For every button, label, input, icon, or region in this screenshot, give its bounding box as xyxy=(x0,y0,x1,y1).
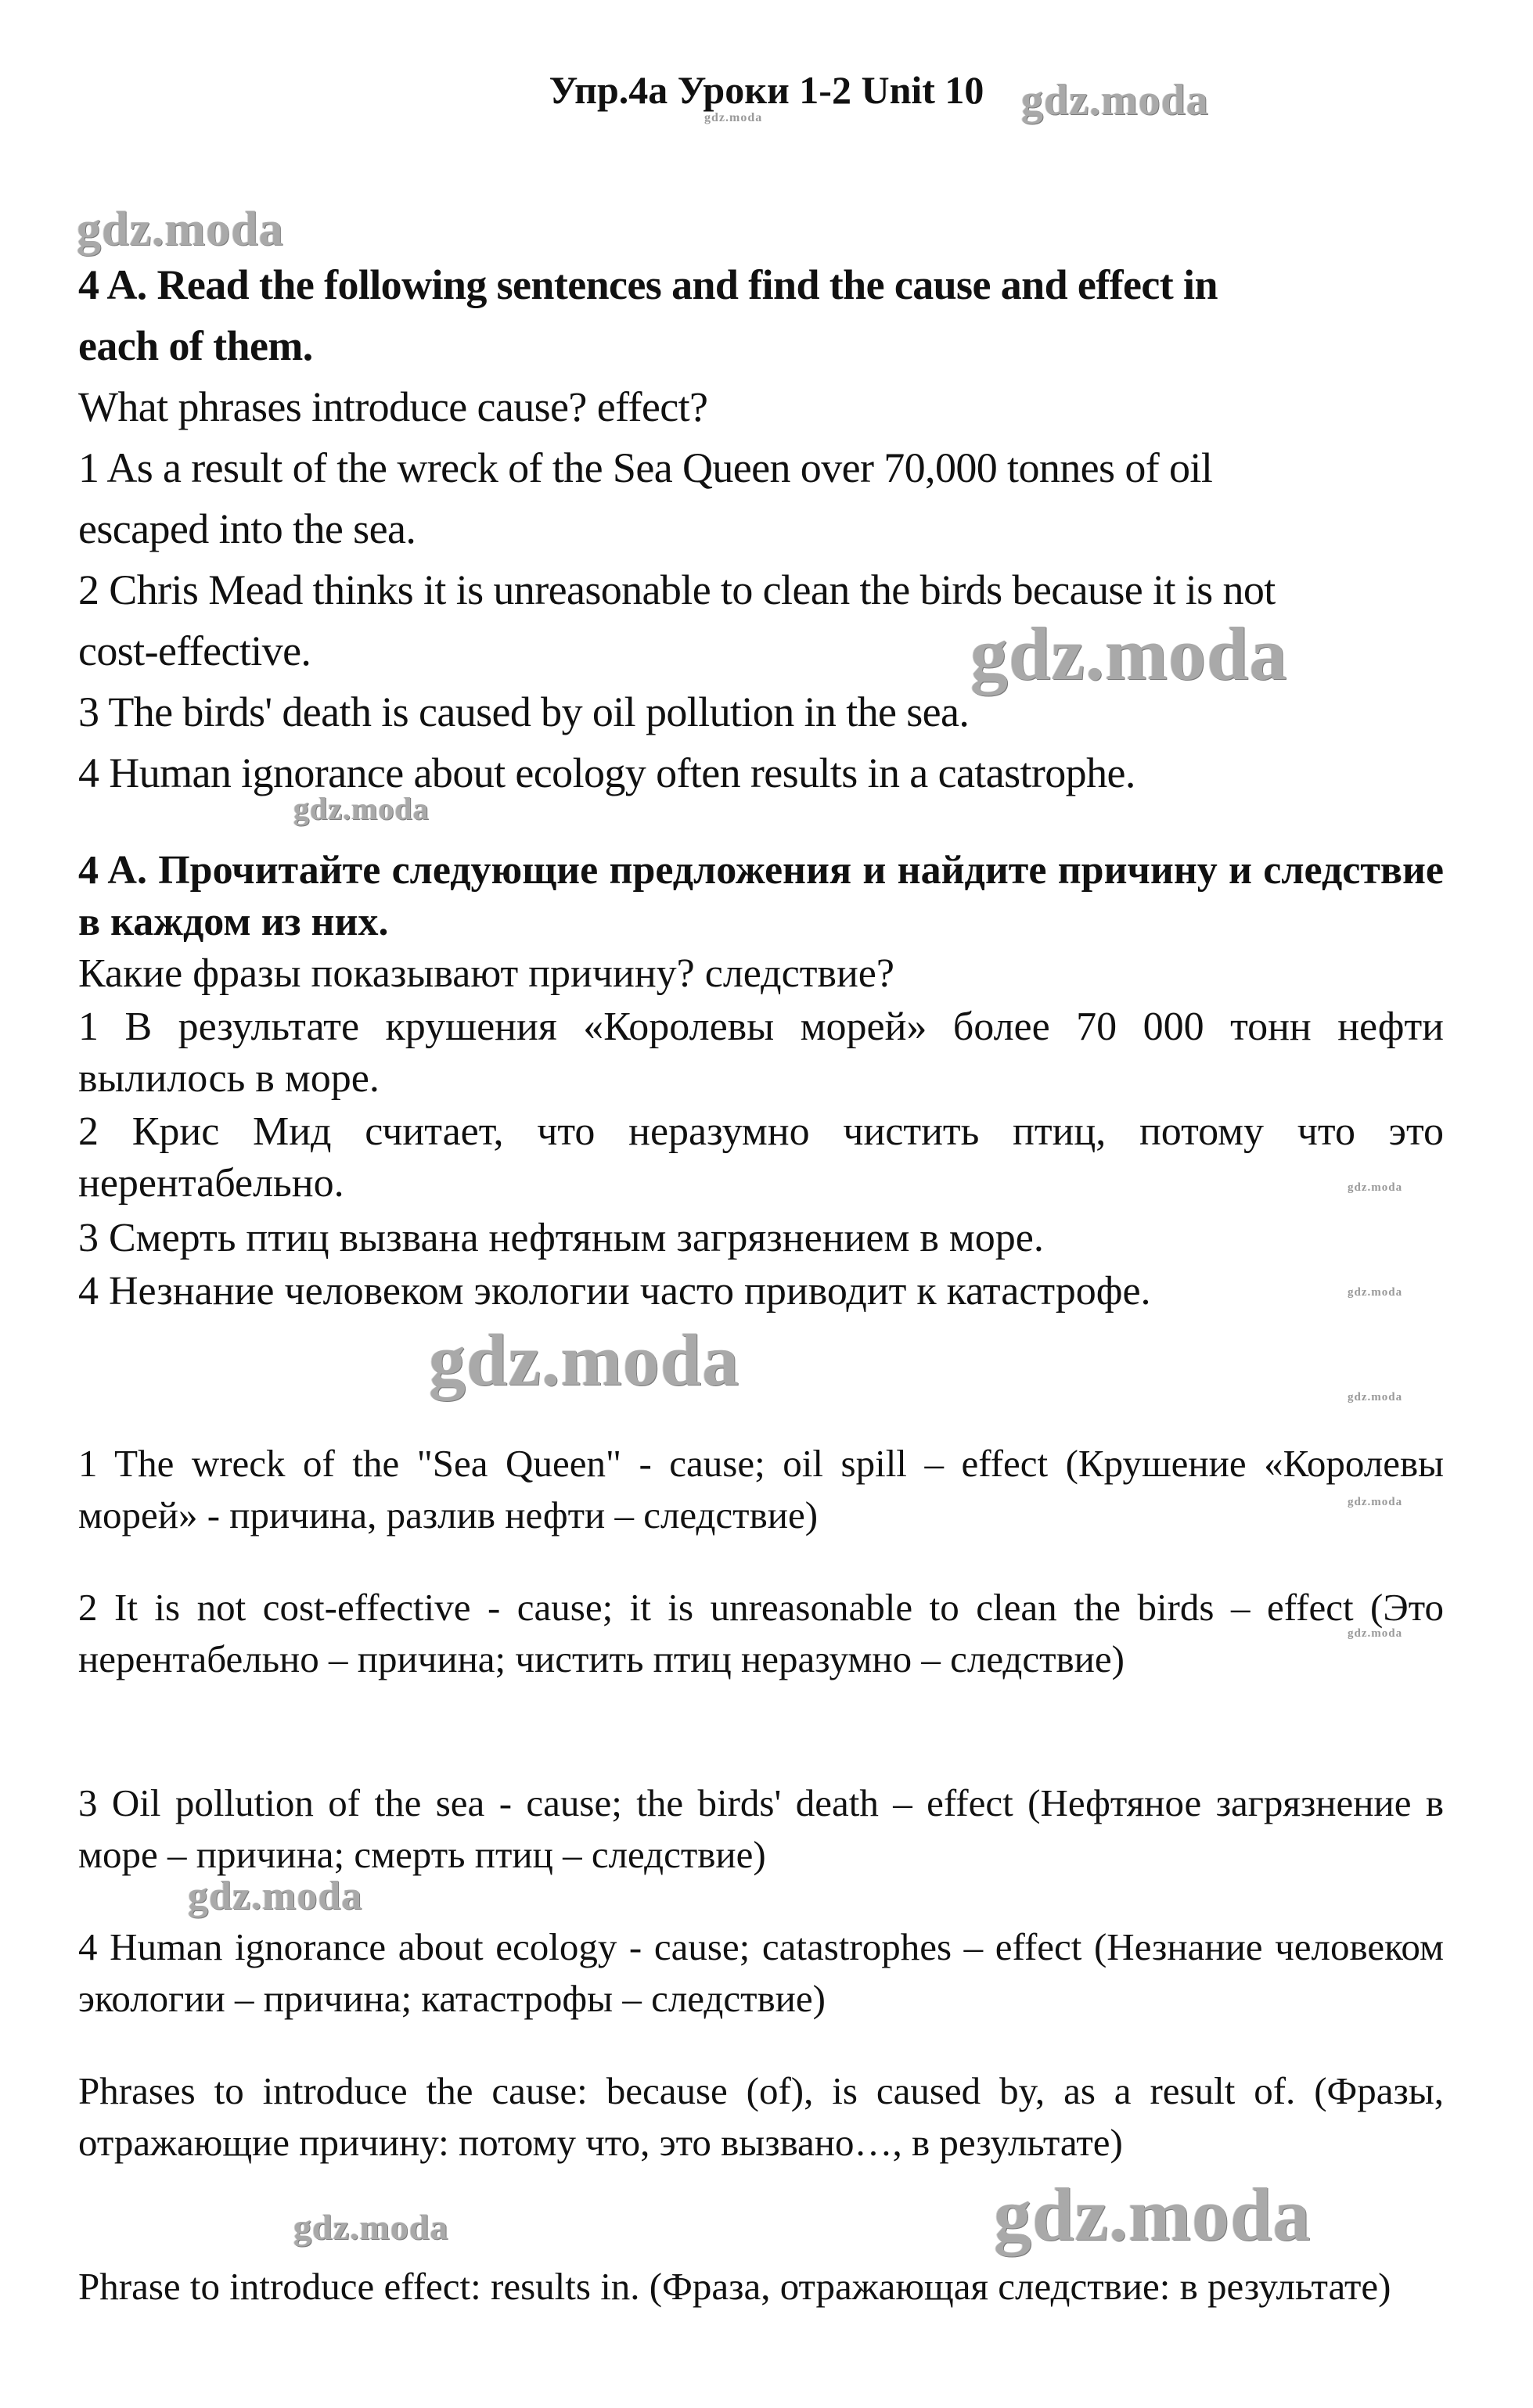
watermark-logo: gdz.moda xyxy=(293,791,430,826)
task-heading-en: 4 A. Read the following sentences and find the cause and effect in xyxy=(78,261,1218,308)
answer-4: 4 Human ignorance about ecology - cause; catastrophes – effect (Незнание человеком экологии – причина; катастрофы – следствие) xyxy=(78,1925,1444,2020)
task-heading-ru: 4 A. Прочитайте следующие предложения и найдите причину и следствие в каждом из них. xyxy=(78,848,1444,944)
watermark-logo: gdz.moda xyxy=(1348,1391,1403,1403)
watermark-logo: gdz.moda xyxy=(77,203,284,256)
sentence-ru-1: 1 В результате крушения «Королевы морей» более 70 000 тонн нефти вылилось в море. xyxy=(78,1005,1444,1101)
answer-2: 2 It is not cost-effective - cause; it is unreasonable to clean the birds – effect (Это нерентабельно – причина; чистить птиц неразумно – следствие) xyxy=(78,1586,1444,1680)
cause-phrases: Phrases to introduce the cause: because (of), is caused by, as a result of. (Фразы, отражающие причину: потому что, это вызвано…, в результате) xyxy=(78,2069,1444,2164)
watermark-logo: gdz.moda xyxy=(1348,1286,1403,1299)
sentence-en-3: 3 The birds' death is caused by oil pollution in the sea. xyxy=(78,688,970,735)
answer-3: 3 Oil pollution of the sea - cause; the birds' death – effect (Нефтяное загрязнение в море – причина; смерть птиц – следствие) xyxy=(78,1781,1444,1876)
sentence-en-2: 2 Chris Mead thinks it is unreasonable to clean the birds because it is not xyxy=(78,566,1276,613)
watermark-logo: gdz.moda xyxy=(1348,1181,1403,1194)
sentence-en-4: 4 Human ignorance about ecology often results in a catastrophe. xyxy=(78,749,1135,796)
watermark-logo: gdz.moda xyxy=(429,1320,740,1401)
answer-1: 1 The wreck of the "Sea Queen" - cause; oil spill – effect (Крушение «Королевы морей» - причина, разлив нефти – следствие) xyxy=(78,1442,1444,1536)
sentence-ru-4: 4 Незнание человеком экологии часто приводит к катастрофе. xyxy=(78,1269,1151,1314)
sentence-ru-3: 3 Смерть птиц вызвана нефтяным загрязнением в море. xyxy=(78,1216,1044,1260)
sentence-ru-2: 2 Крис Мид считает, что неразумно чистить птиц, потому что это нерентабельно. xyxy=(78,1109,1444,1206)
task-question-ru: Какие фразы показывают причину? следствие? xyxy=(78,951,894,996)
watermark-logo: gdz.moda xyxy=(1021,76,1209,124)
page-title: Упр.4a Уроки 1-2 Unit 10 xyxy=(549,68,984,112)
task-question-en: What phrases introduce cause? effect? xyxy=(78,383,708,430)
watermark-logo: gdz.moda xyxy=(704,111,763,124)
watermark-logo: gdz.moda xyxy=(1348,1627,1403,1640)
sentence-en-2-cont: cost-effective. xyxy=(78,627,311,674)
sentence-en-1: 1 As a result of the wreck of the Sea Queen over 70,000 tonnes of oil xyxy=(78,444,1213,491)
sentence-en-1-cont: escaped into the sea. xyxy=(78,505,416,552)
watermark-logo: gdz.moda xyxy=(994,2173,1312,2256)
watermark-logo: gdz.moda xyxy=(970,612,1288,695)
watermark-logo: gdz.moda xyxy=(293,2207,449,2247)
task-heading-en-cont: each of them. xyxy=(78,322,313,369)
effect-phrase: Phrase to introduce effect: results in. (Фраза, отражающая следствие: в результате) xyxy=(78,2265,1391,2308)
watermark-logo: gdz.moda xyxy=(188,1874,363,1918)
watermark-logo: gdz.moda xyxy=(1348,1496,1403,1508)
